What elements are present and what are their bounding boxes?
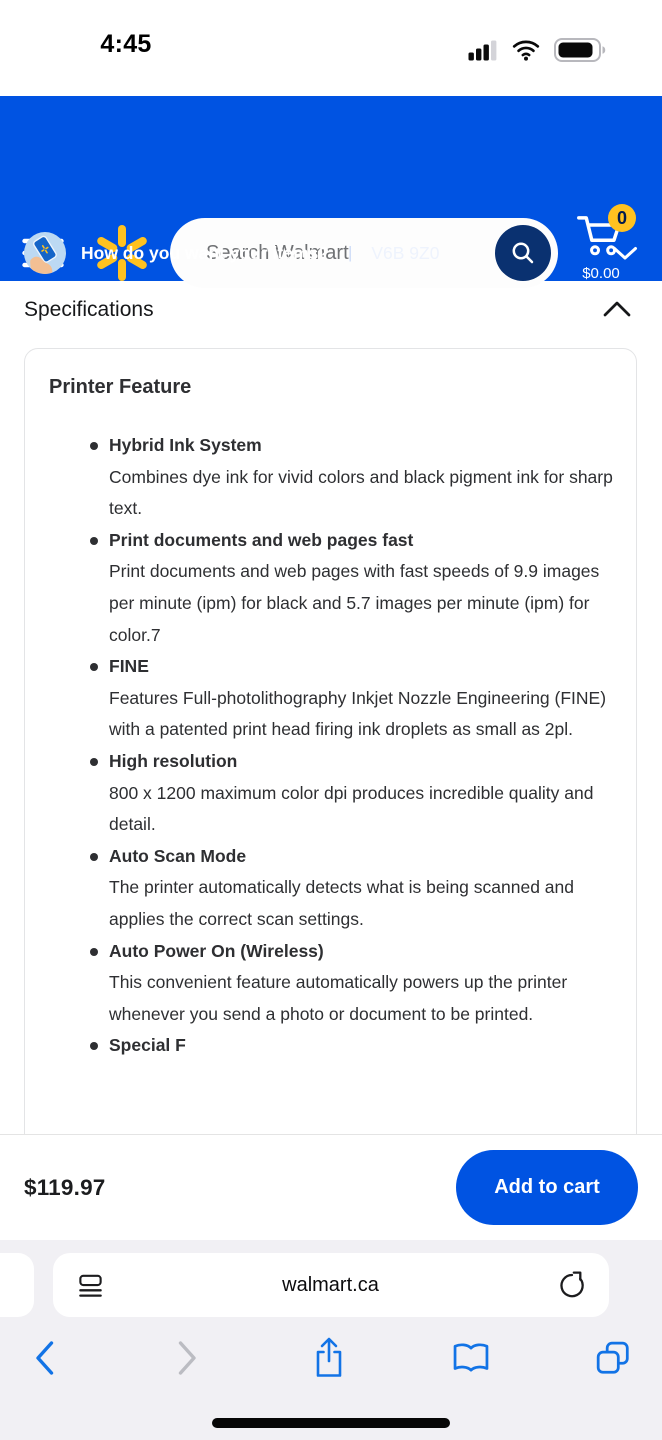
bookmarks-button[interactable] bbox=[446, 1328, 496, 1388]
feature-title: High resolution bbox=[109, 750, 238, 771]
postal-code: V6B 9Z0 bbox=[371, 242, 440, 263]
hand-phone-icon bbox=[24, 232, 66, 274]
feature-description: 800 x 1200 maximum color dpi produces incredible quality and detail. bbox=[109, 782, 594, 835]
reload-icon bbox=[557, 1270, 587, 1300]
browser-toolbar bbox=[0, 1325, 662, 1391]
add-to-cart-button[interactable]: Add to cart bbox=[456, 1150, 638, 1225]
previous-tab-edge[interactable] bbox=[0, 1253, 34, 1317]
fulfillment-question: How do you want your items? bbox=[81, 242, 329, 263]
share-button[interactable] bbox=[304, 1328, 354, 1388]
status-bar bbox=[0, 0, 662, 96]
tabs-icon bbox=[595, 1340, 631, 1376]
page-format-icon bbox=[77, 1272, 104, 1299]
collapse-section-button[interactable] bbox=[596, 294, 638, 327]
page-format-button[interactable] bbox=[71, 1266, 110, 1305]
feature-item bbox=[109, 525, 614, 651]
forward-icon bbox=[176, 1340, 198, 1376]
feature-title: FINE bbox=[109, 656, 149, 677]
specifications-header bbox=[24, 288, 638, 332]
feature-description: The printer automatically detects what is being scanned and applies the correct scan settings. bbox=[109, 877, 574, 929]
reload-button[interactable] bbox=[551, 1264, 593, 1306]
chevron-down-icon bbox=[612, 246, 638, 261]
home-indicator[interactable] bbox=[212, 1418, 450, 1428]
status-time: 4:45 bbox=[100, 30, 152, 58]
chevron-up-icon bbox=[602, 300, 632, 318]
feature-title: Auto Scan Mode bbox=[109, 845, 247, 866]
feature-description: This convenient feature automatically powers up the printer whenever you send a photo or document to be printed. bbox=[109, 972, 568, 1024]
back-button[interactable] bbox=[20, 1328, 70, 1388]
cellular-signal-icon bbox=[468, 39, 498, 61]
feature-list bbox=[25, 430, 636, 1062]
fulfillment-separator: | bbox=[347, 243, 353, 262]
cart-badge: 0 bbox=[608, 204, 636, 232]
tabs-button[interactable] bbox=[588, 1328, 638, 1388]
share-icon bbox=[312, 1336, 346, 1380]
cart-total: $0.00 bbox=[582, 265, 620, 282]
fulfillment-banner[interactable] bbox=[0, 225, 662, 281]
address-bar[interactable] bbox=[53, 1253, 609, 1317]
feature-description: Combines dye ink for vivid colors and black pigment ink for sharp text. bbox=[109, 466, 613, 519]
feature-title: Hybrid Ink System bbox=[109, 435, 262, 455]
printer-feature-card bbox=[24, 348, 637, 1158]
feature-item bbox=[109, 746, 614, 841]
battery-icon bbox=[554, 38, 606, 62]
wifi-icon bbox=[511, 39, 541, 61]
section-title: Specifications bbox=[24, 298, 154, 321]
feature-title: Special F bbox=[109, 1035, 186, 1056]
safari-chrome bbox=[0, 1240, 662, 1440]
bookmarks-icon bbox=[450, 1341, 492, 1375]
forward-button[interactable] bbox=[162, 1328, 212, 1388]
product-price: $119.97 bbox=[24, 1174, 106, 1200]
feature-item bbox=[109, 841, 614, 936]
card-title: Printer Feature bbox=[49, 376, 192, 398]
purchase-bar bbox=[0, 1135, 662, 1240]
url-text: walmart.ca bbox=[282, 1273, 379, 1296]
feature-item bbox=[109, 936, 614, 1031]
feature-title: Auto Power On (Wireless) bbox=[109, 940, 324, 961]
status-icons bbox=[468, 38, 606, 62]
feature-item bbox=[109, 1030, 614, 1062]
feature-item bbox=[109, 430, 614, 525]
feature-description: Features Full-photolithography Inkjet Nozzle Engineering (FINE) with a patented print head firing ink droplets as small as 2pl. bbox=[109, 687, 607, 740]
feature-item bbox=[109, 651, 614, 746]
walmart-header bbox=[0, 96, 662, 281]
feature-title: Print documents and web pages fast bbox=[109, 529, 414, 550]
back-icon bbox=[34, 1340, 56, 1376]
feature-description: Print documents and web pages with fast speeds of 9.9 images per minute (ipm) for black and 5.7 images per minute (ipm) for color.7 bbox=[109, 561, 600, 645]
